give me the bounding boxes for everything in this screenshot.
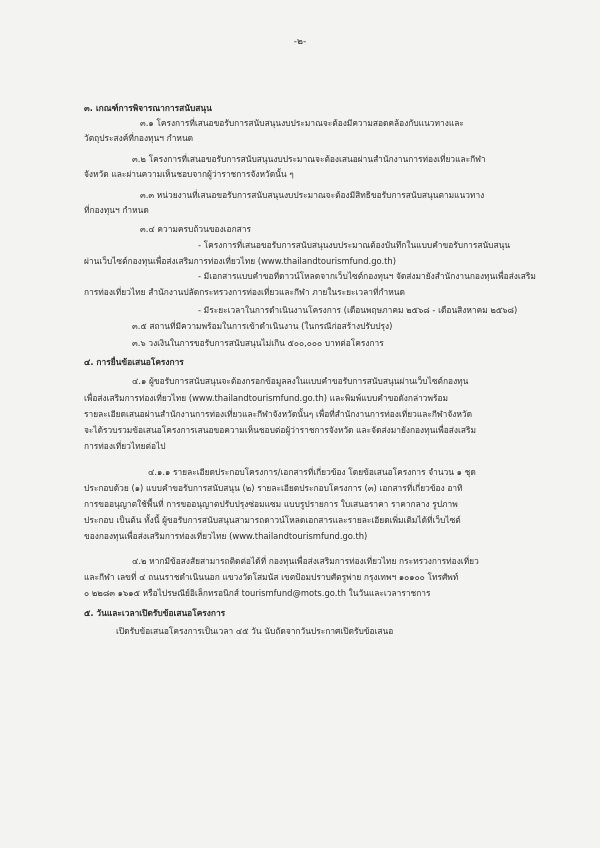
section-4-1-line-5: การท่องเที่ยวไทยต่อไป <box>84 441 166 451</box>
section-4-2-line-2: และกีฬา เลขที่ ๔ ถนนราชดำเนินนอก แขวงวัดโสมนัส เขตป้อมปราบศัตรูพ่าย กรุงเทพฯ ๑๐๑๐๐ โทรศัพท์ <box>84 572 459 582</box>
section-3-3-line-1: ๓.๓ หน่วยงานที่เสนอขอรับการสนับสนุนงบประมาณจะต้องมีสิทธิขอรับการสนับสนุนตามแนวทาง <box>140 190 485 200</box>
section-4-1-1-line-3: การขออนุญาตใช้พื้นที่ การขออนุญาตปรับปรุงซ่อมแซม แบบรูปรายการ ใบเสนอราคา ราคากลาง รูปภาพ <box>84 499 458 509</box>
section-3-4-item-3: - มีระยะเวลาในการดำเนินงานโครงการ (เดือนพฤษภาคม ๒๕๖๘ - เดือนสิงหาคม ๒๕๖๘) <box>198 305 518 315</box>
section-3-heading: ๓. เกณฑ์การพิจารณาการสนับสนุน <box>84 103 212 113</box>
section-4-1-1-line-5: ของกองทุนเพื่อส่งเสริมการท่องเที่ยวไทย (www.thailandtourismfund.go.th) <box>84 531 368 541</box>
section-3-4-item-2-line-1: - มีเอกสารแบบคำขอที่ดาวน์โหลดจากเว็บไซต์กองทุนฯ จัดส่งมายังสำนักงานกองทุนเพื่อส่งเสริม <box>198 271 536 281</box>
section-3-4-heading: ๓.๔ ความครบถ้วนของเอกสาร <box>140 224 251 234</box>
section-3-2-line-2: จังหวัด และผ่านความเห็นชอบจากผู้ว่าราชการจังหวัดนั้น ๆ <box>84 169 294 179</box>
page-number: -๒- <box>293 37 307 47</box>
section-4-2-line-3: ๐ ๒๒๘๓ ๑๖๑๕ หรือไปรษณีย์อิเล็กทรอนิกส์ tourismfund@mots.go.th ในวันและเวลาราชการ <box>84 588 431 598</box>
section-3-4-item-2-line-2: การท่องเที่ยวไทย สำนักงานปลัดกระทรวงการท่องเที่ยวและกีฬา ภายในระยะเวลาที่กำหนด <box>84 287 405 297</box>
section-5-line-1: เปิดรับข้อเสนอโครงการเป็นเวลา ๔๕ วัน นับถัดจากวันประกาศเปิดรับข้อเสนอ <box>116 626 394 636</box>
section-4-1-line-1: ๔.๑ ผู้ขอรับการสนับสนุนจะต้องกรอกข้อมูลลงในแบบคำขอรับการสนับสนุนผ่านเว็บไซต์กองทุน <box>132 376 469 386</box>
section-4-1-line-3: รายละเอียดเสนอผ่านสำนักงานการท่องเที่ยวและกีฬาจังหวัดนั้นๆ เพื่อที่สำนักงานการท่องเที่ยวและกีฬาจังหวัด <box>84 409 473 419</box>
section-3-4-item-1-line-1: - โครงการที่เสนอขอรับการสนับสนุนงบประมาณต้องบันทึกในแบบคำขอรับการสนับสนุน <box>198 240 511 250</box>
section-4-1-1-line-1: ๔.๑.๑ รายละเอียดประกอบโครงการ/เอกสารที่เกี่ยวข้อง โดยข้อเสนอโครงการ จำนวน ๑ ชุด <box>148 467 476 477</box>
section-4-heading: ๔. การยื่นข้อเสนอโครงการ <box>84 357 184 367</box>
section-3-5: ๓.๕ สถานที่มีความพร้อมในการเข้าดำเนินงาน (ในกรณีก่อสร้างปรับปรุง) <box>132 321 393 331</box>
section-3-1-line-2: วัตถุประสงค์ที่กองทุนฯ กำหนด <box>84 133 194 143</box>
section-3-1-line-1: ๓.๑ โครงการที่เสนอขอรับการสนับสนุนงบประมาณจะต้องมีความสอดคล้องกับแนวทางและ <box>140 118 464 128</box>
section-4-1-line-2: เพื่อส่งเสริมการท่องเที่ยวไทย (www.thailandtourismfund.go.th) และพิมพ์แบบคำขอดังกล่าวพร้อม <box>84 393 449 403</box>
section-4-1-1-line-4: ประกอบ เป็นต้น ทั้งนี้ ผู้ขอรับการสนับสนุนสามารถดาวน์โหลดเอกสารและรายละเอียดเพิ่มเติมได้ที่เว็บไซต์ <box>84 515 461 525</box>
section-4-1-line-4: จะได้รวบรวมข้อเสนอโครงการเสนอขอความเห็นชอบต่อผู้ว่าราชการจังหวัด และจัดส่งมายังกองทุนเพื่อส่งเสริม <box>84 425 476 435</box>
section-4-2-line-1: ๔.๒ หากมีข้อสงสัยสามารถติดต่อได้ที่ กองทุนเพื่อส่งเสริมการท่องเที่ยวไทย กระทรวงการท่องเที่ยว <box>132 556 479 566</box>
section-4-1-1-line-2: ประกอบด้วย (๑) แบบคำขอรับการสนับสนุน (๒) รายละเอียดประกอบโครงการ (๓) เอกสารที่เกี่ยวข้อง อาทิ <box>84 483 463 493</box>
section-3-2-line-1: ๓.๒ โครงการที่เสนอขอรับการสนับสนุนงบประมาณจะต้องเสนอผ่านสำนักงานการท่องเที่ยวและกีฬา <box>132 154 486 164</box>
section-5-heading: ๕. วันและเวลาเปิดรับข้อเสนอโครงการ <box>84 608 226 618</box>
section-3-4-item-1-line-2: ผ่านเว็บไซต์กองทุนเพื่อส่งเสริมการท่องเที่ยวไทย (www.thailandtourismfund.go.th) <box>84 256 397 266</box>
section-3-6: ๓.๖ วงเงินในการขอรับการสนับสนุนไม่เกิน ๕๐๐,๐๐๐ บาทต่อโครงการ <box>132 338 384 348</box>
section-3-3-line-2: ที่กองทุนฯ กำหนด <box>84 205 149 215</box>
